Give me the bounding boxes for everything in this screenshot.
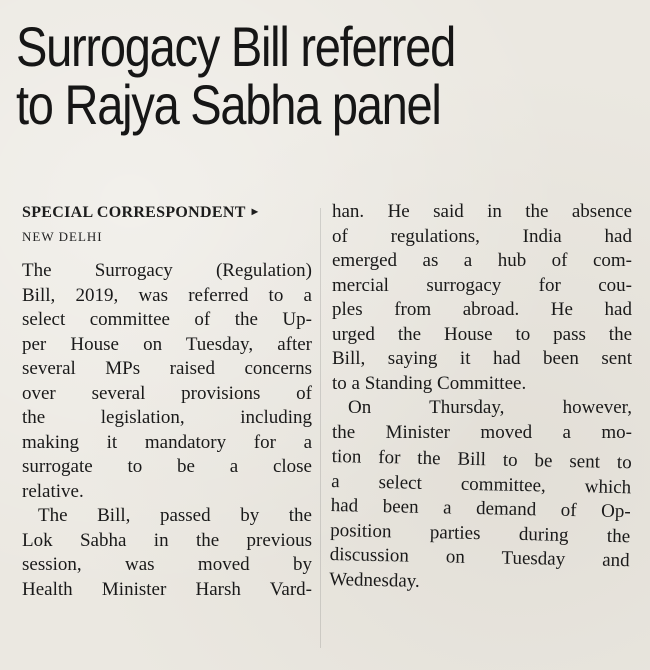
column-line: session, was moved by bbox=[22, 554, 312, 575]
column-line: Bill, saying it had been sent bbox=[332, 348, 632, 369]
column-line: tion for the Bill to be sent to bbox=[331, 445, 632, 474]
column-line: Health Minister Harsh Vard- bbox=[22, 578, 312, 600]
headline-line-2: to Rajya Sabha panel bbox=[16, 73, 441, 136]
headline-line-1: Surrogacy Bill referred bbox=[16, 15, 455, 78]
column-line: making it mandatory for a bbox=[22, 431, 312, 453]
article-column-2 bbox=[328, 200, 632, 592]
column-line: ples from abroad. He had bbox=[332, 299, 632, 320]
column-divider bbox=[320, 208, 321, 648]
column-line: over several provisions of bbox=[22, 382, 312, 404]
column-line: The Surrogacy (Regulation) bbox=[22, 260, 312, 281]
column-line: position parties during the bbox=[330, 519, 631, 547]
byline-text: SPECIAL CORRESPONDENT bbox=[22, 204, 246, 221]
column-line: relative. bbox=[22, 480, 84, 502]
column-line: the Minister moved a mo- bbox=[332, 421, 632, 443]
column-line: per House on Tuesday, after bbox=[22, 333, 312, 355]
column-line: to a Standing Committee. bbox=[332, 372, 527, 394]
dateline: NEW DELHI bbox=[22, 229, 103, 244]
column-tail bbox=[329, 445, 632, 598]
column-line: several MPs raised concerns bbox=[22, 358, 312, 379]
column-line: a select committee, which bbox=[331, 470, 632, 498]
headline bbox=[16, 15, 537, 136]
column-line: Lok Sabha in the previous bbox=[22, 529, 312, 551]
column-line: Bill, 2019, was referred to a bbox=[22, 284, 312, 306]
column-line: urged the House to pass the bbox=[332, 323, 632, 345]
column-line: The Bill, passed by the bbox=[38, 505, 312, 526]
byline bbox=[22, 204, 258, 222]
column-line: had been a demand of Op- bbox=[330, 494, 631, 523]
column-line: emerged as a hub of com- bbox=[332, 250, 632, 271]
column-line: On Thursday, however, bbox=[348, 397, 632, 418]
column-line: han. He said in the absence bbox=[332, 201, 632, 222]
article-column-1 bbox=[22, 259, 312, 602]
column-line: select committee of the Up- bbox=[22, 309, 312, 330]
column-line: Wednesday. bbox=[328, 568, 421, 592]
column-line: discussion on Tuesday and bbox=[329, 543, 630, 572]
column-line: the legislation, including bbox=[22, 407, 312, 428]
column-line: of regulations, India had bbox=[332, 225, 632, 247]
column-line: surrogate to be a close bbox=[22, 456, 312, 477]
byline-arrow-icon: ▸ bbox=[251, 204, 259, 218]
column-line: mercial surrogacy for cou- bbox=[332, 274, 632, 296]
